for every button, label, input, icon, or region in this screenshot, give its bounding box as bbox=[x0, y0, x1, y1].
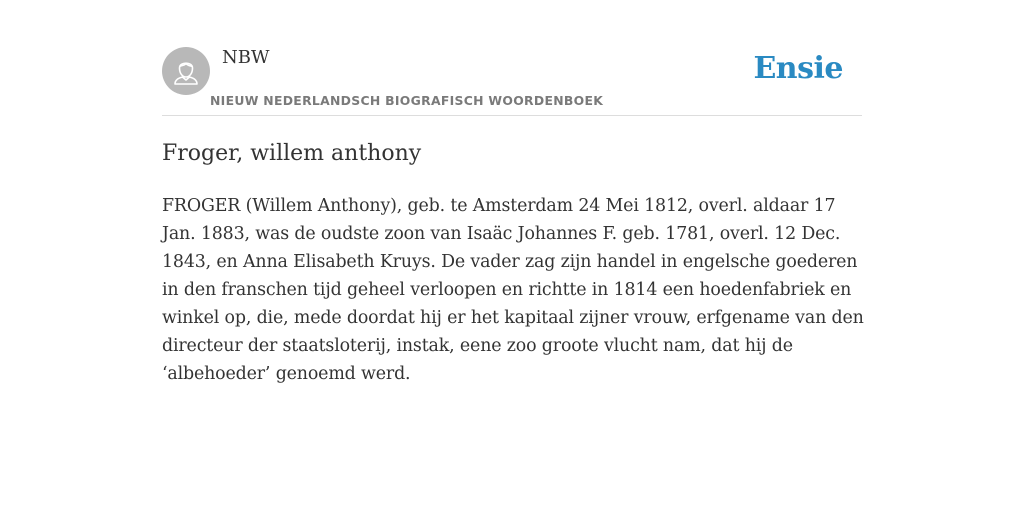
article-title: Froger, willem anthony bbox=[162, 141, 422, 166]
user-silhouette-icon bbox=[162, 47, 210, 95]
brand-logo[interactable]: Ensie bbox=[753, 51, 843, 86]
source-header bbox=[162, 0, 862, 116]
article-body: FROGER (Willem Anthony), geb. te Amsterdam 24 Mei 1812, overl. aldaar 17 Jan. 1883, was de oudste zoon van Isaäc Johannes F. geb. 1781, overl. 12 Dec. 1843, en Anna Elisabeth Kruys. De vader zag zijn handel in engelsche goederen in den franschen tijd geheel verloopen en richtte in 1814 een hoedenfabriek en winkel op, die, mede doordat hij er het kapitaal zijner vrouw, erfgename van den directeur der staatsloterij, instak, eene zoo groote vlucht nam, dat hij de ‘albehoeder’ genoemd werd. bbox=[162, 196, 864, 384]
source-avatar[interactable] bbox=[162, 47, 210, 95]
source-subtitle: NIEUW NEDERLANDSCH BIOGRAFISCH WOORDENBOEK bbox=[210, 93, 604, 108]
article-card bbox=[162, 0, 864, 384]
source-name[interactable]: NBW bbox=[222, 47, 270, 68]
